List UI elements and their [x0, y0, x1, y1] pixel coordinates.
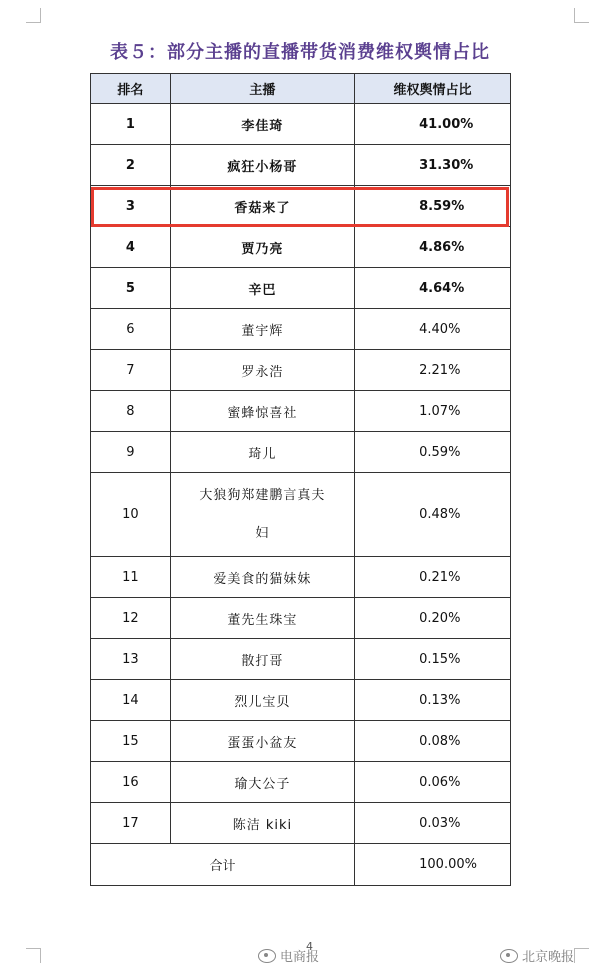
highlight-box	[91, 187, 509, 227]
anchor-cell: 瑜大公子	[170, 762, 354, 803]
table-row	[91, 473, 511, 557]
table-row	[91, 762, 511, 803]
watermark-right	[500, 946, 574, 965]
ratio-cell: 0.03%	[355, 803, 511, 844]
anchor-cell: 蛋蛋小盆友	[170, 721, 354, 762]
ratio-cell: 31.30%	[355, 145, 511, 186]
rank-cell: 15	[91, 721, 171, 762]
table-row	[91, 432, 511, 473]
anchor-cell: 辛巴	[170, 268, 354, 309]
watermark-left-text: 电商报	[280, 950, 320, 965]
header-rank: 排名	[91, 74, 171, 104]
anchor-cell: 疯狂小杨哥	[170, 145, 354, 186]
weibo-icon	[500, 949, 518, 963]
anchor-name-line-1: 大狼狗郑建鹏言真夫	[199, 487, 326, 503]
rank-cell: 6	[91, 309, 171, 350]
page-number: 4	[306, 940, 313, 953]
ratio-cell: 0.08%	[355, 721, 511, 762]
rank-cell: 14	[91, 680, 171, 721]
ratio-cell: 0.21%	[355, 557, 511, 598]
ratio-cell: 2.21%	[355, 350, 511, 391]
table-row	[91, 309, 511, 350]
anchor-cell: 蜜蜂惊喜社	[170, 391, 354, 432]
table-row	[91, 145, 511, 186]
anchor-name-line-2: 妇	[255, 525, 270, 541]
table-row	[91, 104, 511, 145]
ratio-cell: 1.07%	[355, 391, 511, 432]
rank-cell: 5	[91, 268, 171, 309]
ratio-cell: 41.00%	[355, 104, 511, 145]
table-row	[91, 391, 511, 432]
ratio-cell: 0.13%	[355, 680, 511, 721]
rank-cell: 12	[91, 598, 171, 639]
table-row	[91, 268, 511, 309]
table-row	[91, 721, 511, 762]
table-row	[91, 598, 511, 639]
anchor-cell: 香菇来了	[170, 186, 354, 227]
watermark-right-text: 北京晚报	[522, 950, 575, 965]
table-row	[91, 227, 511, 268]
rank-cell: 3	[91, 186, 171, 227]
anchor-cell: 琦儿	[170, 432, 354, 473]
rank-cell: 11	[91, 557, 171, 598]
anchor-cell: 爱美食的猫妹妹	[170, 557, 354, 598]
ratio-cell: 8.59%	[355, 186, 511, 227]
weibo-icon	[258, 949, 276, 963]
rank-cell: 13	[91, 639, 171, 680]
rank-cell: 4	[91, 227, 171, 268]
rank-cell: 10	[91, 473, 171, 557]
anchor-cell: 李佳琦	[170, 104, 354, 145]
anchor-cell: 董先生珠宝	[170, 598, 354, 639]
table-row	[91, 350, 511, 391]
watermark-left	[258, 946, 319, 965]
anchor-cell: 陈洁 kiki	[170, 803, 354, 844]
table-title: 表５：部分主播的直播带货消费维权舆情占比	[110, 42, 490, 63]
table-row	[91, 803, 511, 844]
ratio-cell: 4.64%	[355, 268, 511, 309]
rank-cell: 17	[91, 803, 171, 844]
rank-cell: 2	[91, 145, 171, 186]
ratio-cell: 0.59%	[355, 432, 511, 473]
crop-mark-bottom-left	[26, 948, 41, 963]
crop-mark-bottom-right	[574, 948, 589, 963]
anchor-cell: 贾乃亮	[170, 227, 354, 268]
anchor-cell	[170, 473, 354, 557]
anchor-cell: 罗永浩	[170, 350, 354, 391]
rank-cell: 9	[91, 432, 171, 473]
ratio-cell: 0.48%	[355, 473, 511, 557]
table-row	[91, 639, 511, 680]
rank-cell: 8	[91, 391, 171, 432]
ratio-cell: 0.15%	[355, 639, 511, 680]
crop-mark-top-left	[26, 8, 41, 23]
ratio-cell: 4.86%	[355, 227, 511, 268]
rank-cell: 16	[91, 762, 171, 803]
rank-cell: 1	[91, 104, 171, 145]
total-ratio: 100.00%	[355, 844, 511, 886]
ratio-cell: 0.06%	[355, 762, 511, 803]
table-header-row	[91, 74, 511, 104]
total-row	[91, 844, 511, 886]
table-row	[91, 557, 511, 598]
header-anchor: 主播	[170, 74, 354, 104]
rank-cell: 7	[91, 350, 171, 391]
anchor-cell: 烈儿宝贝	[170, 680, 354, 721]
ratio-cell: 4.40%	[355, 309, 511, 350]
anchor-cell: 散打哥	[170, 639, 354, 680]
total-label: 合计	[91, 844, 355, 886]
table-row	[91, 680, 511, 721]
crop-mark-top-right	[574, 8, 589, 23]
header-ratio: 维权舆情占比	[355, 74, 511, 104]
ratio-cell: 0.20%	[355, 598, 511, 639]
anchor-cell: 董宇辉	[170, 309, 354, 350]
